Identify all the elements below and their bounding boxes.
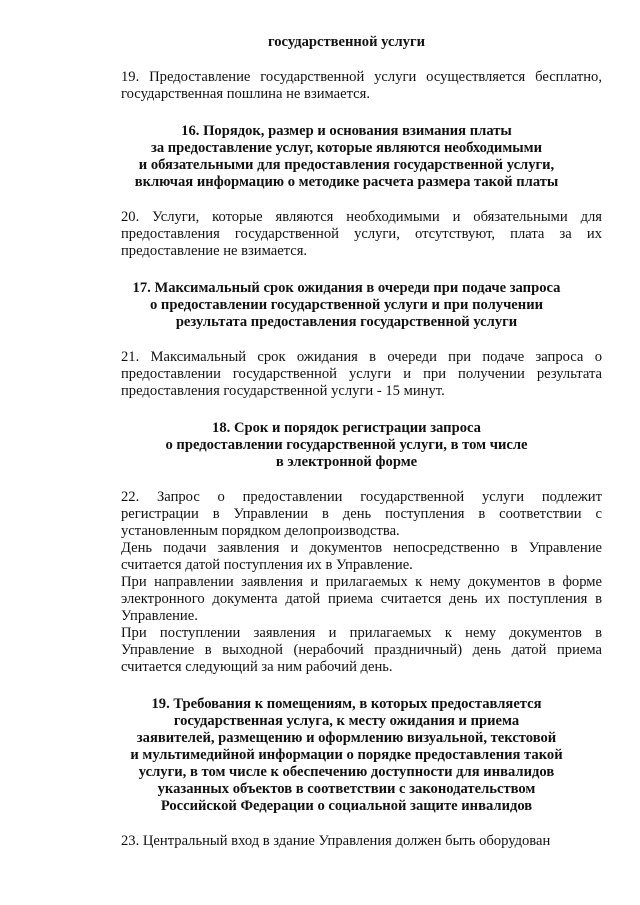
heading-line: 17. Максимальный срок ожидания в очереди при подаче запроса (132, 280, 561, 296)
paragraph-line: При поступлении заявления и прилагаемых к нему документов в (121, 625, 602, 641)
paragraph (91, 489, 602, 540)
paragraph-line: считается датой поступления их в Управление. (121, 557, 413, 573)
paragraph (91, 540, 602, 574)
heading-line: государственная услуга, к месту ожидания и приема (173, 713, 520, 729)
paragraph-line: Управление. (121, 608, 198, 624)
paragraph-line: 20. Услуги, которые являются необходимыми и обязательными для (121, 209, 602, 225)
heading-line: за предоставление услуг, которые являются необходимыми (150, 140, 543, 156)
paragraph (91, 574, 602, 625)
heading-line: в электронной форме (275, 454, 418, 470)
paragraph-line: предоставление не взимается. (121, 243, 308, 259)
heading-line: заявителей, размещению и оформлению визуальной, текстовой (136, 730, 557, 746)
paragraph-line: регистрации в Управлении в день поступления в соответствии с (121, 506, 602, 522)
heading-line: о предоставлении государственной услуги и при получении (149, 297, 544, 313)
heading-line: 16. Порядок, размер и основания взимания платы (181, 123, 512, 139)
heading-line: 18. Срок и порядок регистрации запроса (212, 420, 481, 436)
paragraph-line: предоставления государственной услуги, отсутствуют, плата за их (121, 226, 602, 242)
paragraph (91, 625, 602, 676)
heading-line: и мультимедийной информации о порядке предоставления такой (130, 747, 563, 763)
paragraph-line: 21. Максимальный срок ожидания в очереди при подаче запроса о (121, 349, 602, 365)
paragraph-line: электронного документа датой приема считается день их поступления в (121, 591, 602, 607)
heading-line: услуги, в том числе к обеспечению доступности для инвалидов (138, 764, 555, 780)
paragraph-line: считается следующий за ним рабочий день. (121, 659, 393, 675)
paragraph-line: 23. Центральный вход в здание Управления должен быть оборудован (121, 833, 551, 849)
section-heading (91, 123, 602, 191)
heading-line: Российской Федерации о социальной защите инвалидов (160, 798, 533, 814)
paragraph (91, 349, 602, 400)
paragraph-line: 22. Запрос о предоставлении государственной услуги подлежит (121, 489, 602, 505)
heading-line: результата предоставления государственной услуги (175, 314, 518, 330)
heading-line: и обязательными для предоставления государственной услуги, (138, 157, 555, 173)
heading-line: указанных объектов в соответствии с законодательством (157, 781, 536, 797)
paragraph-line: Управление в выходной (нерабочий праздничный) день датой приема (121, 642, 602, 658)
paragraph-line: предоставлении государственной услуги и при получении результата (121, 366, 602, 382)
paragraph-line: 19. Предоставление государственной услуги осуществляется бесплатно, (121, 69, 602, 85)
paragraph-line: установленным порядком делопроизводства. (121, 523, 400, 539)
paragraph (91, 209, 602, 260)
heading-line: включая информацию о методике расчета размера такой платы (134, 174, 559, 190)
section-heading-continuation (91, 34, 602, 51)
paragraph-line: День подачи заявления и документов непосредственно в Управление (121, 540, 602, 556)
heading-line: 19. Требования к помещениям, в которых предоставляется (151, 696, 542, 712)
section-heading (91, 280, 602, 331)
section-heading (91, 420, 602, 471)
paragraph (91, 833, 602, 850)
paragraph-line: При направлении заявления и прилагаемых к нему документов в форме (121, 574, 602, 590)
heading-line: о предоставлении государственной услуги, в том числе (165, 437, 528, 453)
section-heading (91, 696, 602, 815)
paragraph-line: предоставления государственной услуги - 15 минут. (121, 383, 445, 399)
paragraph (91, 69, 602, 103)
paragraph-line: государственная пошлина не взимается. (121, 86, 370, 102)
heading-line: государственной услуги (267, 34, 426, 50)
